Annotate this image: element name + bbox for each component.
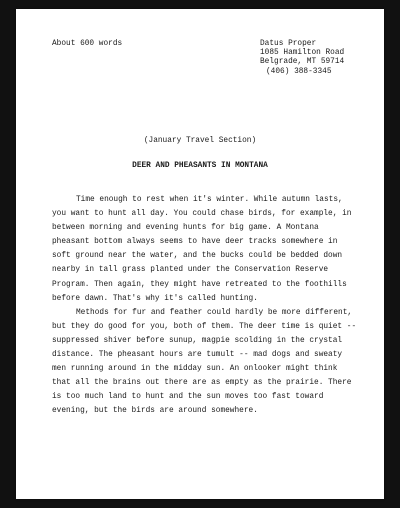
paragraph-1 — [52, 193, 362, 306]
body-line: nearby in tall grass planted under the Conservation Reserve — [52, 266, 329, 275]
body-line: suppressed shiver before sunup, magpie scolding in the crystal — [52, 336, 343, 345]
body-line: that all the brains out there are as empty as the prairie. There — [52, 379, 352, 388]
author-name: Datus Proper — [260, 40, 317, 48]
author-street: 1085 Hamilton Road — [260, 49, 345, 58]
author-address-block — [260, 40, 344, 77]
body-line: you want to hunt all day. You could chase birds, for example, in — [52, 210, 352, 219]
body-line: is too much land to hunt and the sun moves too fast toward — [52, 393, 324, 402]
author-phone: (406) 388-3345 — [266, 67, 332, 76]
body-line: Program. Then again, they might have retreated to the foothills — [52, 280, 347, 289]
manuscript-page — [16, 9, 384, 499]
author-city: Belgrade, MT 59714 — [260, 58, 345, 67]
body-line: but they do good for you, both of them. The deer time is quiet -- — [52, 322, 357, 331]
section-label: (January Travel Section) — [143, 137, 257, 145]
body-line: soft ground near the water, and the bucks could be bedded down — [52, 252, 343, 261]
body-line: between morning and evening hunts for big game. A Montana — [52, 224, 319, 233]
body-line: Time enough to rest when it's winter. While autumn lasts, — [76, 196, 343, 204]
article-title: DEER AND PHEASANTS IN MONTANA — [132, 162, 268, 170]
word-count: About 600 words — [52, 40, 123, 48]
body-line: pheasant bottom always seems to have deer tracks somewhere in — [52, 238, 338, 247]
body-line: before dawn. That's why it's called hunting. — [52, 294, 258, 303]
body-line: evening, but the birds are around somewhere. — [52, 407, 258, 416]
body-line: men running around in the midday sun. An onlooker might think — [52, 365, 338, 374]
paragraph-2 — [52, 306, 362, 419]
body-line: distance. The pheasant hours are tumult -- mad dogs and sweaty — [52, 351, 343, 360]
article-body — [52, 193, 362, 419]
body-line: Methods for fur and feather could hardly be more different, — [76, 308, 353, 317]
